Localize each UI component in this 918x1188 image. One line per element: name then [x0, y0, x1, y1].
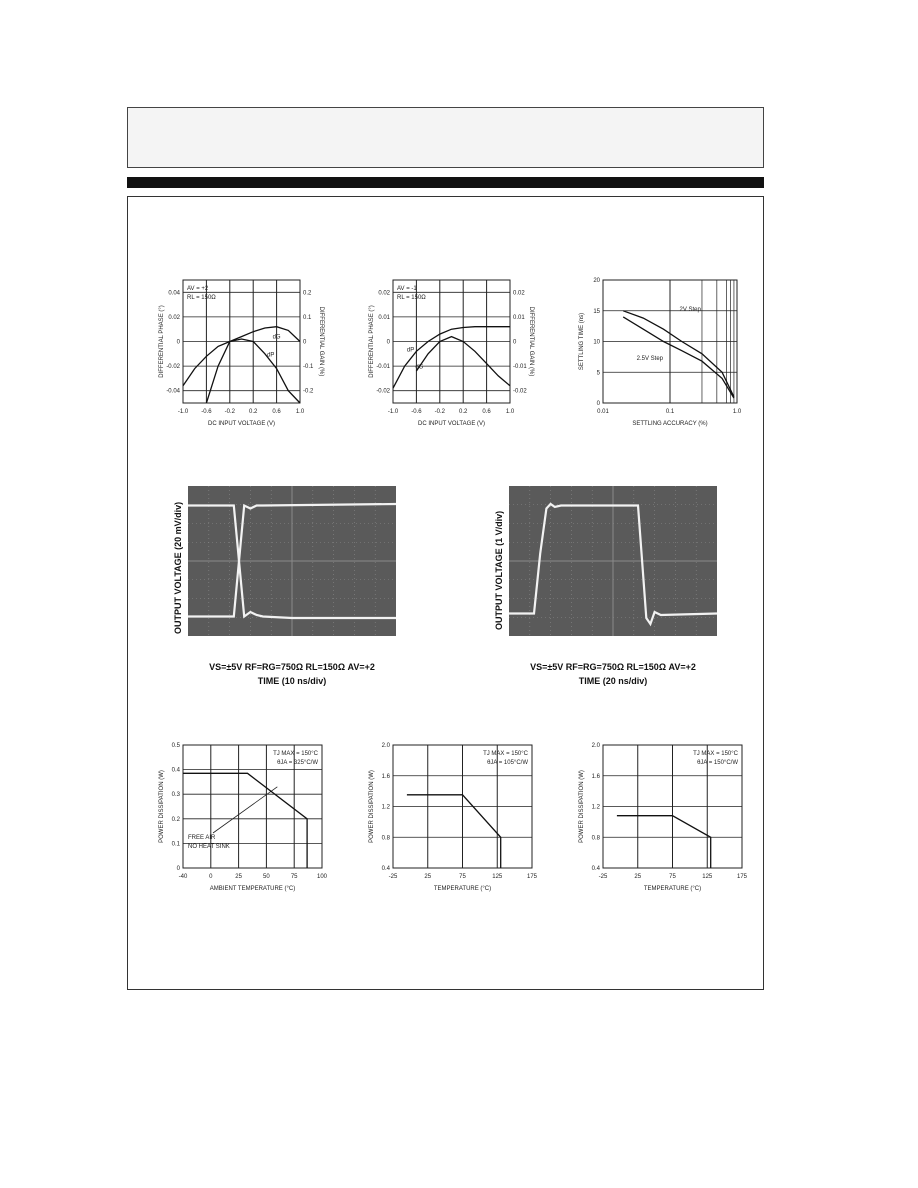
series-label: 2.5V Step — [636, 355, 664, 362]
x-axis-label: TEMPERATURE (°C) — [433, 886, 492, 892]
y-right-tick-label: -0.1 — [303, 364, 314, 371]
scope-large-signal-screen — [509, 486, 717, 636]
y-tick-label: 0 — [176, 339, 180, 346]
chart-diff-gain-phase-av1 — [360, 270, 540, 430]
x-tick-label: 0.2 — [459, 409, 468, 415]
y-right-axis-label: DIFFERENTIAL GAIN (%) — [528, 306, 534, 377]
annotation: RL = 150Ω — [187, 295, 216, 301]
callout-label: NO HEAT SINK — [188, 844, 230, 850]
y-right-tick-label: 0.01 — [513, 314, 525, 321]
y-right-tick-label: -0.01 — [513, 364, 527, 371]
y-right-tick-label: -0.2 — [303, 388, 314, 395]
scope-large-signal-ylabel: OUTPUT VOLTAGE (1 V/div) — [494, 510, 504, 630]
x-tick-label: 0.01 — [597, 409, 609, 415]
x-tick-label: 25 — [634, 874, 642, 880]
x-tick-label: 75 — [669, 874, 676, 880]
y-tick-label: 0.2 — [171, 816, 180, 823]
y-right-axis-label: DIFFERENTIAL GAIN (%) — [318, 306, 324, 377]
chart-settling-time — [570, 270, 745, 430]
y-right-tick-label: 0 — [303, 339, 307, 346]
x-tick-label: -25 — [598, 874, 608, 880]
y-tick-label: 0.8 — [381, 835, 390, 842]
x-tick-label: 1.0 — [295, 409, 305, 415]
x-tick-label: 75 — [459, 874, 466, 880]
annotation: TJ MAX = 150°C — [483, 751, 528, 757]
y-tick-label: -0.04 — [166, 388, 180, 395]
x-tick-label: -25 — [388, 874, 398, 880]
scope-small-signal-screen — [188, 486, 396, 636]
x-tick-label: 0.2 — [249, 409, 258, 415]
x-tick-label: 0.1 — [665, 409, 675, 415]
y-right-tick-label: 0.1 — [303, 314, 312, 321]
annotation: TJ MAX = 150°C — [693, 751, 738, 757]
x-tick-label: 0 — [209, 874, 213, 880]
x-tick-label: -40 — [178, 874, 188, 880]
x-tick-label: -1.0 — [177, 409, 189, 415]
y-tick-label: 0.4 — [591, 866, 600, 872]
annotation: AV = +2 — [187, 286, 209, 292]
x-tick-label: -0.6 — [201, 409, 212, 415]
y-tick-label: 5 — [596, 370, 600, 377]
y-tick-label: 0.3 — [171, 792, 180, 799]
y-tick-label: 0 — [176, 866, 180, 872]
y-axis-label: POWER DISSIPATION (W) — [159, 770, 165, 843]
y-tick-label: 1.6 — [591, 773, 600, 780]
annotation: θJA = 105°C/W — [487, 760, 528, 766]
y-tick-label: 20 — [593, 278, 600, 284]
x-tick-label: -0.6 — [411, 409, 422, 415]
annotation: RL = 150Ω — [397, 295, 426, 301]
x-tick-label: -0.2 — [224, 409, 235, 415]
y-right-tick-label: 0.2 — [303, 290, 312, 297]
y-tick-label: 2.0 — [381, 743, 390, 749]
y-tick-label: 0 — [386, 339, 390, 346]
series-label: dG — [415, 364, 424, 371]
x-tick-label: 1.0 — [732, 409, 742, 415]
y-tick-label: 0 — [596, 401, 600, 407]
x-axis-label: SETTLING ACCURACY (%) — [632, 421, 708, 427]
x-tick-label: 175 — [736, 874, 748, 880]
y-tick-label: 0.4 — [171, 767, 180, 774]
y-tick-label: -0.02 — [376, 388, 390, 395]
annotation: AV = -1 — [397, 286, 417, 292]
y-right-tick-label: 0 — [513, 339, 517, 346]
x-tick-label: 25 — [424, 874, 432, 880]
x-tick-label: 1.0 — [505, 409, 515, 415]
y-tick-label: 1.6 — [381, 773, 390, 780]
y-right-tick-label: -0.02 — [513, 388, 527, 395]
x-tick-label: 100 — [316, 874, 328, 880]
scope-small-signal — [188, 486, 396, 636]
chart-diff-gain-phase-av2 — [150, 270, 330, 430]
chart-power-derating-free-air — [150, 735, 330, 895]
x-axis-label: AMBIENT TEMPERATURE (°C) — [209, 886, 296, 892]
y-tick-label: 0.02 — [168, 314, 180, 321]
chart-power-derating-2 — [360, 735, 540, 895]
annotation: θJA = 325°C/W — [277, 760, 318, 766]
scope-small-signal-ylabel: OUTPUT VOLTAGE (20 mV/div) — [173, 501, 183, 634]
x-tick-label: 175 — [526, 874, 538, 880]
y-right-tick-label: 0.02 — [513, 290, 525, 297]
y-tick-label: 0.04 — [168, 290, 180, 297]
header-box — [127, 107, 764, 168]
y-tick-label: 0.5 — [171, 743, 180, 749]
y-tick-label: 0.1 — [171, 841, 180, 848]
y-tick-label: 2.0 — [591, 743, 600, 749]
scope-large-signal-conditions: VS=±5V RF=RG=750Ω RL=150Ω AV=+2 — [530, 662, 696, 672]
callout-label: FREE AIR — [188, 835, 216, 841]
annotation: TJ MAX = 150°C — [273, 751, 318, 757]
x-tick-label: 0.6 — [272, 409, 281, 415]
x-tick-label: 125 — [492, 874, 503, 880]
y-tick-label: 15 — [593, 308, 600, 315]
section-divider-bar — [127, 177, 764, 188]
x-axis-label: DC INPUT VOLTAGE (V) — [207, 421, 276, 427]
y-tick-label: 0.4 — [381, 866, 390, 872]
y-axis-label: SETTLING TIME (ns) — [579, 312, 585, 371]
y-tick-label: 0.8 — [591, 835, 600, 842]
y-axis-label: POWER DISSIPATION (W) — [579, 770, 585, 843]
x-tick-label: 125 — [702, 874, 713, 880]
series-label: 2V Step — [679, 306, 701, 313]
series-label: dG — [272, 334, 281, 341]
y-axis-label: DIFFERENTIAL PHASE (°) — [369, 305, 375, 378]
y-tick-label: 0.02 — [378, 290, 390, 297]
chart-power-derating-3 — [570, 735, 750, 895]
y-tick-label: -0.01 — [376, 364, 390, 371]
x-tick-label: 0.6 — [482, 409, 491, 415]
y-tick-label: 10 — [593, 339, 600, 346]
series-label: dP — [267, 352, 275, 359]
x-tick-label: -0.2 — [434, 409, 445, 415]
y-tick-label: 0.01 — [378, 314, 390, 321]
x-tick-label: 50 — [263, 874, 270, 880]
annotation: θJA = 150°C/W — [697, 760, 738, 766]
scope-large-signal-time: TIME (20 ns/div) — [578, 676, 648, 686]
scope-large-signal — [509, 486, 717, 636]
x-tick-label: -1.0 — [387, 409, 399, 415]
y-tick-label: 1.2 — [381, 804, 390, 811]
scope-small-signal-conditions: VS=±5V RF=RG=750Ω RL=150Ω AV=+2 — [209, 662, 375, 672]
y-axis-label: POWER DISSIPATION (W) — [369, 770, 375, 843]
series-label: dP — [406, 347, 415, 354]
x-tick-label: 75 — [290, 874, 298, 880]
x-tick-label: 25 — [235, 874, 242, 880]
scope-small-signal-time: TIME (10 ns/div) — [257, 676, 327, 686]
x-axis-label: TEMPERATURE (°C) — [643, 886, 702, 892]
y-tick-label: -0.02 — [166, 364, 180, 371]
y-axis-label: DIFFERENTIAL PHASE (°) — [159, 305, 165, 378]
x-axis-label: DC INPUT VOLTAGE (V) — [417, 421, 486, 427]
y-tick-label: 1.2 — [591, 804, 600, 811]
